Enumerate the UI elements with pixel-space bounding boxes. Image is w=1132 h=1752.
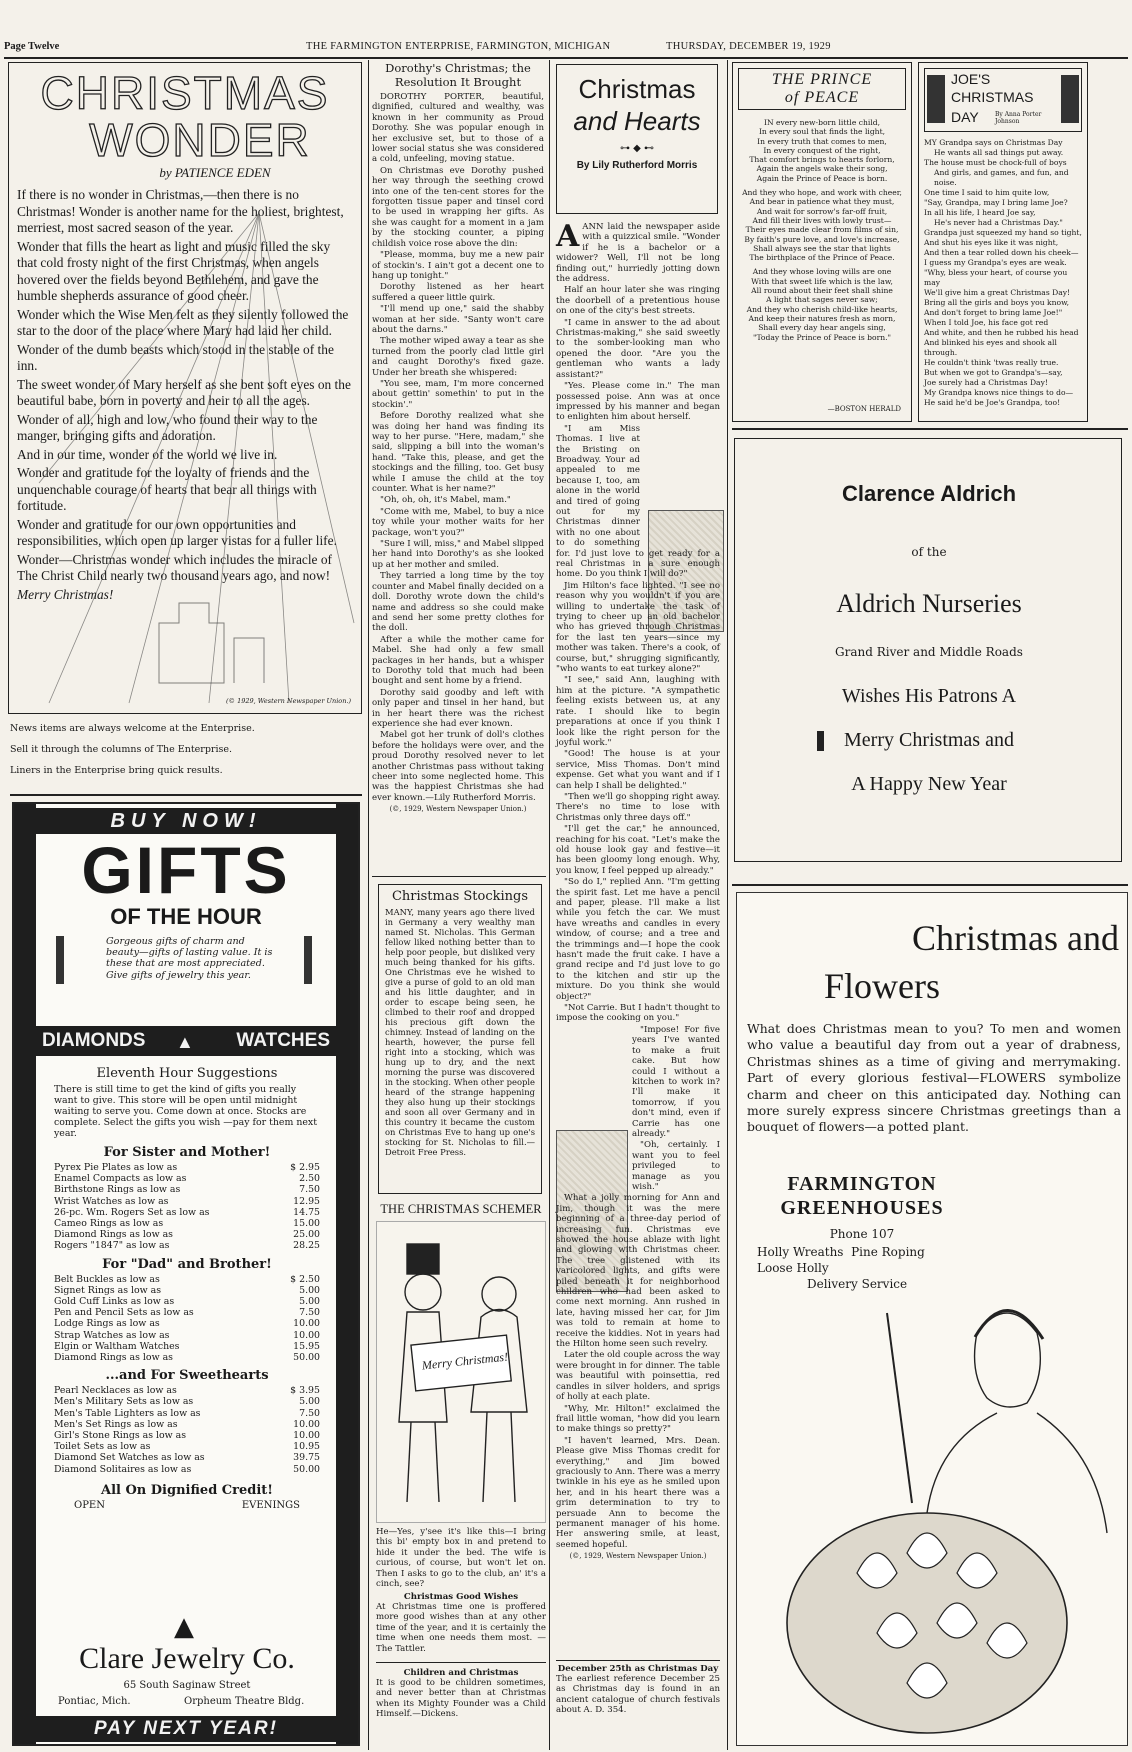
gifts-heading: GIFTS (81, 833, 291, 907)
wonder-paragraph: Wonder and gratitude for our own opportunities and responsibilities, which open up larger vistas for a fuller life. (17, 516, 337, 548)
wonder-paragraph: Wonder—Christmas wonder which includes the miracle of The Christ Child nearly two thousand years ago, and now! (17, 551, 333, 583)
note-item: Liners in the Enterprise bring quick results. (10, 765, 223, 776)
enterprise-notes (10, 722, 362, 777)
suggestions-title: Eleventh Hour Suggestions (96, 1066, 278, 1081)
greenhouse-name-1: FARMINGTON (787, 1173, 937, 1195)
prince-title-1: THE PRINCE (771, 71, 873, 88)
children-item (376, 1668, 546, 1720)
dorothy-story (372, 62, 544, 816)
aldrich-line-3: A Happy New Year (851, 773, 1007, 795)
greenhouse-line-2: Loose Holly (757, 1261, 829, 1275)
greenhouse-line-1: Holly Wreaths Pine Roping (757, 1245, 925, 1259)
dorothy-title: Dorothy's Christmas; the Resolution It Brought (385, 61, 531, 89)
farmington-greenhouses-ad (736, 892, 1128, 1746)
stockings-title: Christmas Stockings (391, 889, 529, 904)
price-row: Diamond Rings as low as 25.00 (54, 1229, 320, 1241)
wonder-title-bottom: WONDER (89, 114, 311, 166)
hearts-title-1: Christmas (578, 74, 696, 104)
price-row: Diamond Solitaires as low as 50.00 (54, 1463, 320, 1475)
evenings-label: EVENINGS (241, 1499, 300, 1511)
tree-icon: ▲ (176, 1032, 194, 1052)
flowers-title-1: Christmas and (912, 918, 1119, 958)
price-row: Toilet Sets as low as 10.95 (54, 1441, 320, 1453)
paper-name: THE FARMINGTON ENTERPRISE, FARMINGTON, MICHIGAN (306, 41, 611, 52)
schemer-sign: Merry Christmas! (421, 1349, 509, 1373)
section-rule (376, 1662, 546, 1663)
aldrich-line-1: Wishes His Patrons A (841, 685, 1017, 707)
store-city: Pontiac, Mich. (58, 1696, 131, 1707)
hearts-title-2: and Hearts (573, 106, 701, 136)
flowers-text: What does Christmas mean to you? To men and women who value a beautiful day from out a year of drabness, Christmas shines as a time of giving and merrymaking. Part of every glorious festival—FLOWERS symbolize charm and cheer on this anticipated day. Nothing can more surely express sincere Christmas greetings than a bouquet of flowers—a potted plant. (747, 1021, 1121, 1135)
column-rule (727, 60, 728, 1750)
candle-right-icon (304, 936, 312, 984)
schemer-caption: He—Yes, y'see it's like this—I bring this bi' empty box in and pretend to hide it under the bed. The wife is curious, of course, but won't let on. Then I asks to go to the club, an' it's a cinch, see? (376, 1527, 546, 1590)
wonder-paragraph: Wonder of the dumb beasts which stood in the stable of the inn. (17, 341, 334, 373)
joe-title-3: DAY (951, 109, 979, 125)
schemer-illustration (376, 1221, 546, 1523)
holly-left-icon (927, 75, 945, 123)
aldrich-of: of the (911, 545, 947, 559)
price-row: Signet Rings as low as 5.00 (54, 1284, 320, 1296)
wonder-paragraph: Wonder of all, high and low, who found their way to the manger, bringing gifts and adoration. (17, 411, 318, 443)
issue-date: THURSDAY, DECEMBER 19, 1929 (666, 41, 831, 52)
woman-with-flowers-illustration (737, 1273, 1129, 1743)
stockings-story (378, 884, 542, 1194)
wonder-title-top: CHRISTMAS (40, 67, 330, 119)
wonder-paragraph: And in our time, wonder of the world we live in. (17, 446, 278, 462)
illustration-float-bottom (556, 1025, 632, 1191)
watches-label: WATCHES (236, 1030, 330, 1051)
diamonds-label: DIAMONDS (42, 1030, 146, 1051)
hours-line (54, 1500, 320, 1514)
good-wishes-text: At Christmas time one is proffered more good wishes than at any other time of the year, and it is certainly the time when one needs them most. —The Tattler. (376, 1602, 546, 1654)
holly-right-icon (1061, 75, 1079, 123)
christmas-wonder-feature (8, 62, 362, 714)
store-building: Orpheum Theatre Bldg. (184, 1696, 305, 1707)
hearts-byline: By Lily Rutherford Morris (576, 160, 698, 171)
hearts-title-box (556, 64, 718, 214)
small-tree-icon: ▲ (174, 1612, 194, 1642)
price-row: Lodge Rings as low as 10.00 (54, 1318, 320, 1330)
good-wishes-item (376, 1592, 546, 1654)
section-rule (732, 884, 1128, 886)
joe-title-1: JOE'S (951, 71, 991, 87)
credit-line: All On Dignified Credit! (100, 1482, 274, 1498)
december-25-text: The earliest reference December 25 as Christmas day is found in an ancient catalogue of church festivals about A. D. 354. (556, 1674, 720, 1716)
price-row: Elgin or Waltham Watches 15.95 (54, 1340, 320, 1352)
greenhouse-phone: Phone 107 (829, 1227, 895, 1241)
ad-left-border (14, 804, 36, 1744)
flowers-title-2: Flowers (824, 966, 940, 1006)
wonder-byline: by PATIENCE EDEN (159, 165, 271, 180)
prince-of-peace-poem (732, 62, 912, 422)
price-row: Strap Watches as low as 10.00 (54, 1329, 320, 1341)
buy-now-banner: BUY NOW! (36, 808, 336, 834)
prince-title-box (738, 68, 906, 110)
price-row: Men's Set Rings as low as 10.00 (54, 1418, 320, 1430)
section-rule (372, 876, 546, 877)
aldrich-name: Clarence Aldrich (841, 481, 1017, 506)
aldrich-roads: Grand River and Middle Roads (835, 645, 1023, 659)
schemer-figures (377, 1222, 545, 1520)
aldrich-line-2: Merry Christmas and (844, 729, 1014, 751)
page-number: Page Twelve (4, 41, 60, 52)
wonder-paragraph: If there is no wonder in Christmas,—then there is no Christmas! Wonder is another name for the holiest, brightest, merriest, most sacred season of the year. (17, 187, 344, 235)
price-row: Diamond Set Watches as low as 39.75 (54, 1452, 320, 1464)
sister-heading: For Sister and Mother! (103, 1145, 271, 1160)
section-rule (556, 1660, 720, 1661)
price-row: Cameo Rings as low as 15.00 (54, 1218, 320, 1230)
price-row: Men's Military Sets as low as 5.00 (54, 1396, 320, 1408)
price-row: Pearl Necklaces as low as $ 3.95 (54, 1385, 320, 1397)
note-item: Sell it through the columns of The Enterprise. (10, 744, 232, 755)
candle-left-icon (56, 936, 64, 984)
children-title: Children and Christmas (403, 1668, 519, 1678)
bullet-icon (817, 731, 824, 751)
sister-list (54, 1162, 320, 1252)
prince-title-2: of PEACE (784, 89, 860, 106)
price-row: 26-pc. Wm. Rogers Set as low as 14.75 (54, 1206, 320, 1218)
price-row: Girl's Stone Rings as low as 10.00 (54, 1430, 320, 1442)
dad-list (54, 1274, 320, 1364)
december-25-title: December 25th as Christmas Day (557, 1664, 719, 1674)
dorothy-text: DOROTHY PORTER, beautiful, dignified, cultured and wealthy, was known in her community as Proud Dorothy. She was popular enough in her exclusive set, but to those of a lower social status she was considered a cold, unfeeling, moving statue. On Christmas eve Dorothy pushed her way through the seething crowd into one of the ten-cent stores for the forgotten tissue paper and tinsel cord to be used in wrapping her gifts. As she was caught for a moment in a jam by the stocking counter, a piping childish voice rose above the din: "Please, momma, buy me a new pair of stockin's. I ain't got a decent one to hang up tonight." Dorothy listened as her heart suffered a queer little quirk. "I'll mend up one," said the shabby woman at her side. "Santy won't care about the darns." The mother wiped away a tear as she turned from the poorly clad little girl and caught Dorothy's fixed gaze. Under her breath she whispered: "You see, mam, I'm more concerned about gettin' somethin' to put in the stockin'." Before Dorothy realized what she was doing her hand was finding its way to her purse. "Here, madam," she said, slipping a bill into the woman's hand. "Take this, please, and get the stockings and the filling, too. Get busy while I amuse the child at the toy counter. What is her name?" "Oh, oh, oh, it's Mabel, mam." "Come with me, Mabel, to buy a nice toy while your mother waits for her package, won't you?" "Sure I will, miss," and Mabel slipped her hand into Dorothy's as she looked up at her mother and smiled. They tarried a long time by the toy counter and Mabel finally decided on a doll. Dorothy wrote down the child's name and address so she could make and send her some pretty clothes for the doll. After a while the mother came for Mabel. She had only a few small packages in her hands, but a whisper to Dorothy told that much had been bought and sent home by a friend. Dorothy said goodby and left with only paper and tinsel in her hand, but in her heart there was the richest experience she had ever known. Mabel got her trunk of doll's clothes before the holidays were over, and the proud Dorothy resolved never to let another Christmas pass without taking cheer into some neglected home. This was the happiest Christmas she had ever known.—Lily Rutherford Morris. (©, 1929, Western Newspaper Union.) (372, 92, 545, 814)
section-rule (732, 428, 1128, 430)
greenhouse-line-3: Delivery Service (807, 1277, 908, 1291)
suggestions-block (54, 1066, 320, 1514)
of-the-hour-heading: OF THE HOUR (110, 904, 262, 929)
wonder-paragraph: Merry Christmas! (17, 586, 114, 602)
wonder-paragraph: Wonder which the Wise Men felt as they silently followed the star to the door of the place where Mary had laid her child. (17, 306, 349, 338)
december-25-item (556, 1664, 720, 1716)
store-address: 65 South Saginaw Street (123, 1680, 251, 1691)
price-row: Pen and Pencil Sets as low as 7.50 (54, 1307, 320, 1319)
ad-right-border (336, 804, 358, 1744)
ornament-divider-icon: ⊶ ◆ ⊷ (619, 143, 655, 154)
diamonds-watches-banner (36, 1026, 336, 1056)
wonder-paragraph: Wonder that fills the heart as light and music filled the sky that cold frosty night of the first Christmas, when angels hovered over the fields beyond Bethlehem, and gave the humble shepherds assurance of good cheer. (17, 238, 331, 303)
masthead-rule (4, 57, 1128, 59)
prince-source: —BOSTON HERALD (827, 405, 901, 413)
children-text: It is good to be children sometimes, and never better than at Christmas when its Mighty Founder was a Child Himself.—Dickens. (376, 1678, 546, 1720)
christmas-schemer-cartoon (376, 1202, 546, 1589)
price-row: Wrist Watches as low as 12.95 (54, 1195, 320, 1207)
column-rule (368, 60, 369, 1750)
price-row: Diamond Rings as low as 50.00 (54, 1352, 320, 1364)
sweethearts-list (54, 1385, 320, 1475)
price-row: Rogers "1847" as low as 28.25 (54, 1240, 320, 1252)
price-row: Enamel Compacts as low as 2.50 (54, 1173, 320, 1185)
schemer-title: THE CHRISTMAS SCHEMER (380, 1202, 542, 1216)
wonder-paragraph: Wonder and gratitude for the loyalty of friends and the unquenchable courage of hearts that bear all things with fortitude. (17, 465, 317, 513)
dad-heading: For "Dad" and Brother! (102, 1256, 272, 1272)
sweethearts-heading: ...and For Sweethearts (105, 1368, 269, 1384)
wonder-text (17, 187, 353, 603)
joe-title-box (924, 68, 1082, 132)
good-wishes-title: Christmas Good Wishes (403, 1592, 519, 1602)
price-row: Gold Cuff Links as low as 5.00 (54, 1296, 320, 1308)
stockings-text: MANY, many years ago there lived in Germany a very wealthy man named St. Nicholas. This German fellow liked nothing better than to help poor people, but disliked very much being thanked for his gifts. One Christmas eve he wished to give a purse of gold to an old man and his little daughter, and in order to escape being seen, he climbed to their roof and dropped his precious gift down the chimney. Instead of landing on the hearth, however, the purse fell right into a stocking, which was hung up to dry, and the next morning the purse was discovered in the stocking. When other people heard of the strange happening they also hung up their stockings and soon all over Germany and in this country it became the custom on Christmas Eve to hang up one's stocking for St. Nicholas to fill.—Detroit Free Press. (385, 907, 535, 1157)
gifts-intro: Gorgeous gifts of charm and beauty—gifts of lasting value. It is these that are most appreciated. Give gifts of jewelry this year. (106, 936, 273, 981)
open-label: OPEN (74, 1499, 105, 1511)
dropcap-a: A (556, 219, 580, 254)
note-item: News items are always welcome at the Enterprise. (10, 723, 255, 734)
price-row: Belt Buckles as low as $ 2.50 (54, 1273, 320, 1285)
joe-title-2: CHRISTMAS (951, 89, 1034, 105)
price-row: Pyrex Pie Plates as low as $ 2.95 (54, 1162, 320, 1173)
aldrich-nurseries-ad (734, 438, 1122, 862)
wonder-copyright: (© 1929, Western Newspaper Union.) (225, 697, 351, 705)
price-row: Men's Table Lighters as low as 7.50 (54, 1407, 320, 1419)
pay-next-year-banner: PAY NEXT YEAR! (36, 1716, 336, 1742)
column-rule (549, 60, 550, 1750)
suggestions-text: There is still time to get the kind of gifts you really want to give. This store will be open until midnight waiting to serve you. Come down at once. Stocks are complete. Select the gifts you wish —pay for them next year. (54, 1084, 317, 1139)
aldrich-business: Aldrich Nurseries (836, 589, 1022, 618)
hearts-story (556, 219, 720, 1561)
wonder-paragraph: The sweet wonder of Mary herself as she bent soft eyes on the beautiful babe, born in poverty and heir to all the ages. (17, 376, 351, 408)
clare-jewelry-ad (12, 802, 360, 1746)
illustration-float-top (640, 424, 720, 548)
joe-author: By Anna Porter Johnson (995, 111, 1042, 125)
store-name: Clare Jewelry Co. (79, 1642, 295, 1675)
prince-lines: IN every new-born little child, In every soul that finds the light, In every truth that comes to men, In every conquest of the right, That comfort brings to hearts forlorn, Again the angels wake their song, Again the Prince of Peace is born. And they who hope, and work with cheer, And bear in patience what they must, And wait for sorrow's far-off fruit, And fill their lives with lowly trust— Their eyes made clear from films of sin, By faith's pure love, and love's increase, Shall always see the star that lights The birthplace of the Prince of Peace. And they whose loving wills are one With that sweet life which is the law, All round about their feet shall shine A light that sages never saw; And they who cherish child-like hearts, And keep their natures fresh as morn, Shall every day hear angels sing, "Today the Prince of Peace is born." (742, 118, 902, 342)
masthead (4, 38, 1128, 56)
section-rule (10, 794, 362, 796)
joe-lines: MY Grandpa says on Christmas Day He wants all sad things put away. The house must be chock-full of boys And girls, and games, and fun, and noise. One time I said to him quite low, "Say, Grandpa, may I bring lame Joe? In all his life, I heard Joe say, He's never had a Christmas Day." Grandpa just squeezed my hand so tight, And shut his eyes like it was night, And then a tear rolled down his cheek— I guess my Grandpa's eyes are weak. "Why, bless your heart, of course you may We'll give him a great Christmas Day! Bring all the girls and boys you know, And don't forget to bring lame Joe!" When I told Joe, his face got red And white, and then he rubbed his head And blinked his eyes and shook all through. He couldn't think 'twas really true. But when we got to Grandpa's—say, Joe surely had a Christmas Day! My Grandpa knows nice things to do— He said he'd be Joe's Grandpa, too! (924, 138, 1082, 407)
joes-christmas-poem (918, 62, 1088, 422)
hearts-text: A ANN laid the newspaper aside with a quizzical smile. "Wonder if he is a bachelor or a widower? Well, I'll not be long finding out," hurriedly jotting down the address. Half an hour later she was ringing the doorbell of a pretentious house on one of the city's best streets. "I came in answer to the ad about Christmas-making," she said sweetly to the somber-looking man who opened the door. "Are you the gentleman who wants a lady assistant?" "Yes. Please come in." The man possessed poise. Ann was at once impressed by his manner and began to enlighten him about herself. "I am Miss Thomas. I live at the Bristing on Broadway. Your ad appealed to me because I, too, am alone in the world and tired of going out for my Christmas dinner with no one about to do something for. I'd just love to get ready for a real Christmas in a sure enough home. Do you think I will do?" Jim Hilton's face lighted. "I see no reason why you wouldn't if you are willing to undertake the task of trying to cheer up an old bachelor who has grieved through Christmas for the last ten years—since my mother was taken. There's a cook, of course, but," shrugging significantly, "who wants to eat turkey alone?" "I see," said Ann, laughing with him at the picture. "A sympathetic feeling exists between us, at any rate. I should like to begin preparations at once if you think I look like the right person for the joyful work." "Good! The house is at your service, Miss Thomas. Don't mind expense. Get what you want and if I can help I shall be delighted." "Then we'll go shopping right away. There's no time to lose with Christmas only three days off." "I'll get the car," he announced, reaching for his coat. "Let's make the old house look gay and festive—it has been gloomy long enough. Why, you know, I feel pepped up already." "So do I," replied Ann. "I'm getting the spirit fast. Let me have a pencil and paper, please. I'll make a list while you fetch the car. We must have wreaths and candles in every window, of course; and a tree and the trimmings and—I hope the cook hasn't made the fruit cake. I have a grand recipe and I'd just love to go to the kitchen and stir up the mixture. Do you think she would object?" "Not Carrie. But I hadn't thought to impose the cooking on you." "Impose! For five years I've wanted to make a fruit cake. But how could I without a kitchen to work in? I'll make it tomorrow, if you don't mind, even if Carrie has one already." "Oh, certainly. I want you to feel privileged to manage as you wish." What a jolly morning for Ann and Jim, though it was the mere beginning of a three-day period of increasing fun. Christmas eve showed the house ablaze with light and glowing with Christmas cheer. The tree glistened with its varicolored lights, and gifts were piled beneath it for neighborhood children who had been asked to come next morning. Ann rushed in late, having missed her car, for Jim was told to remain at home to receive the kiddies. Not in years had the Hilton home seen such revelry. Later the old couple across the way were brought in for dinner. The table was beautiful with poinsettia, red candles in silver holders, and sprigs of holly at each plate. "Why, Mr. Hilton!" exclaimed the frail little woman, "how did you learn to make things so pretty?" "I haven't learned, Mrs. Dean. Please give Miss Thomas credit for everything," and Jim bowed graciously to Ann. There was a merry twinkle in his eye as he smiled upon her, and in his heart there was a grim determination to try to persuade Ann to become the permanent manager of his home. Her answering smile, at least, seemed hopeful. (©, 1929, Western Newspaper Union.) (556, 219, 720, 1561)
price-row: Birthstone Rings as low as 7.50 (54, 1184, 320, 1196)
greenhouse-name-2: GREENHOUSES (780, 1197, 944, 1219)
